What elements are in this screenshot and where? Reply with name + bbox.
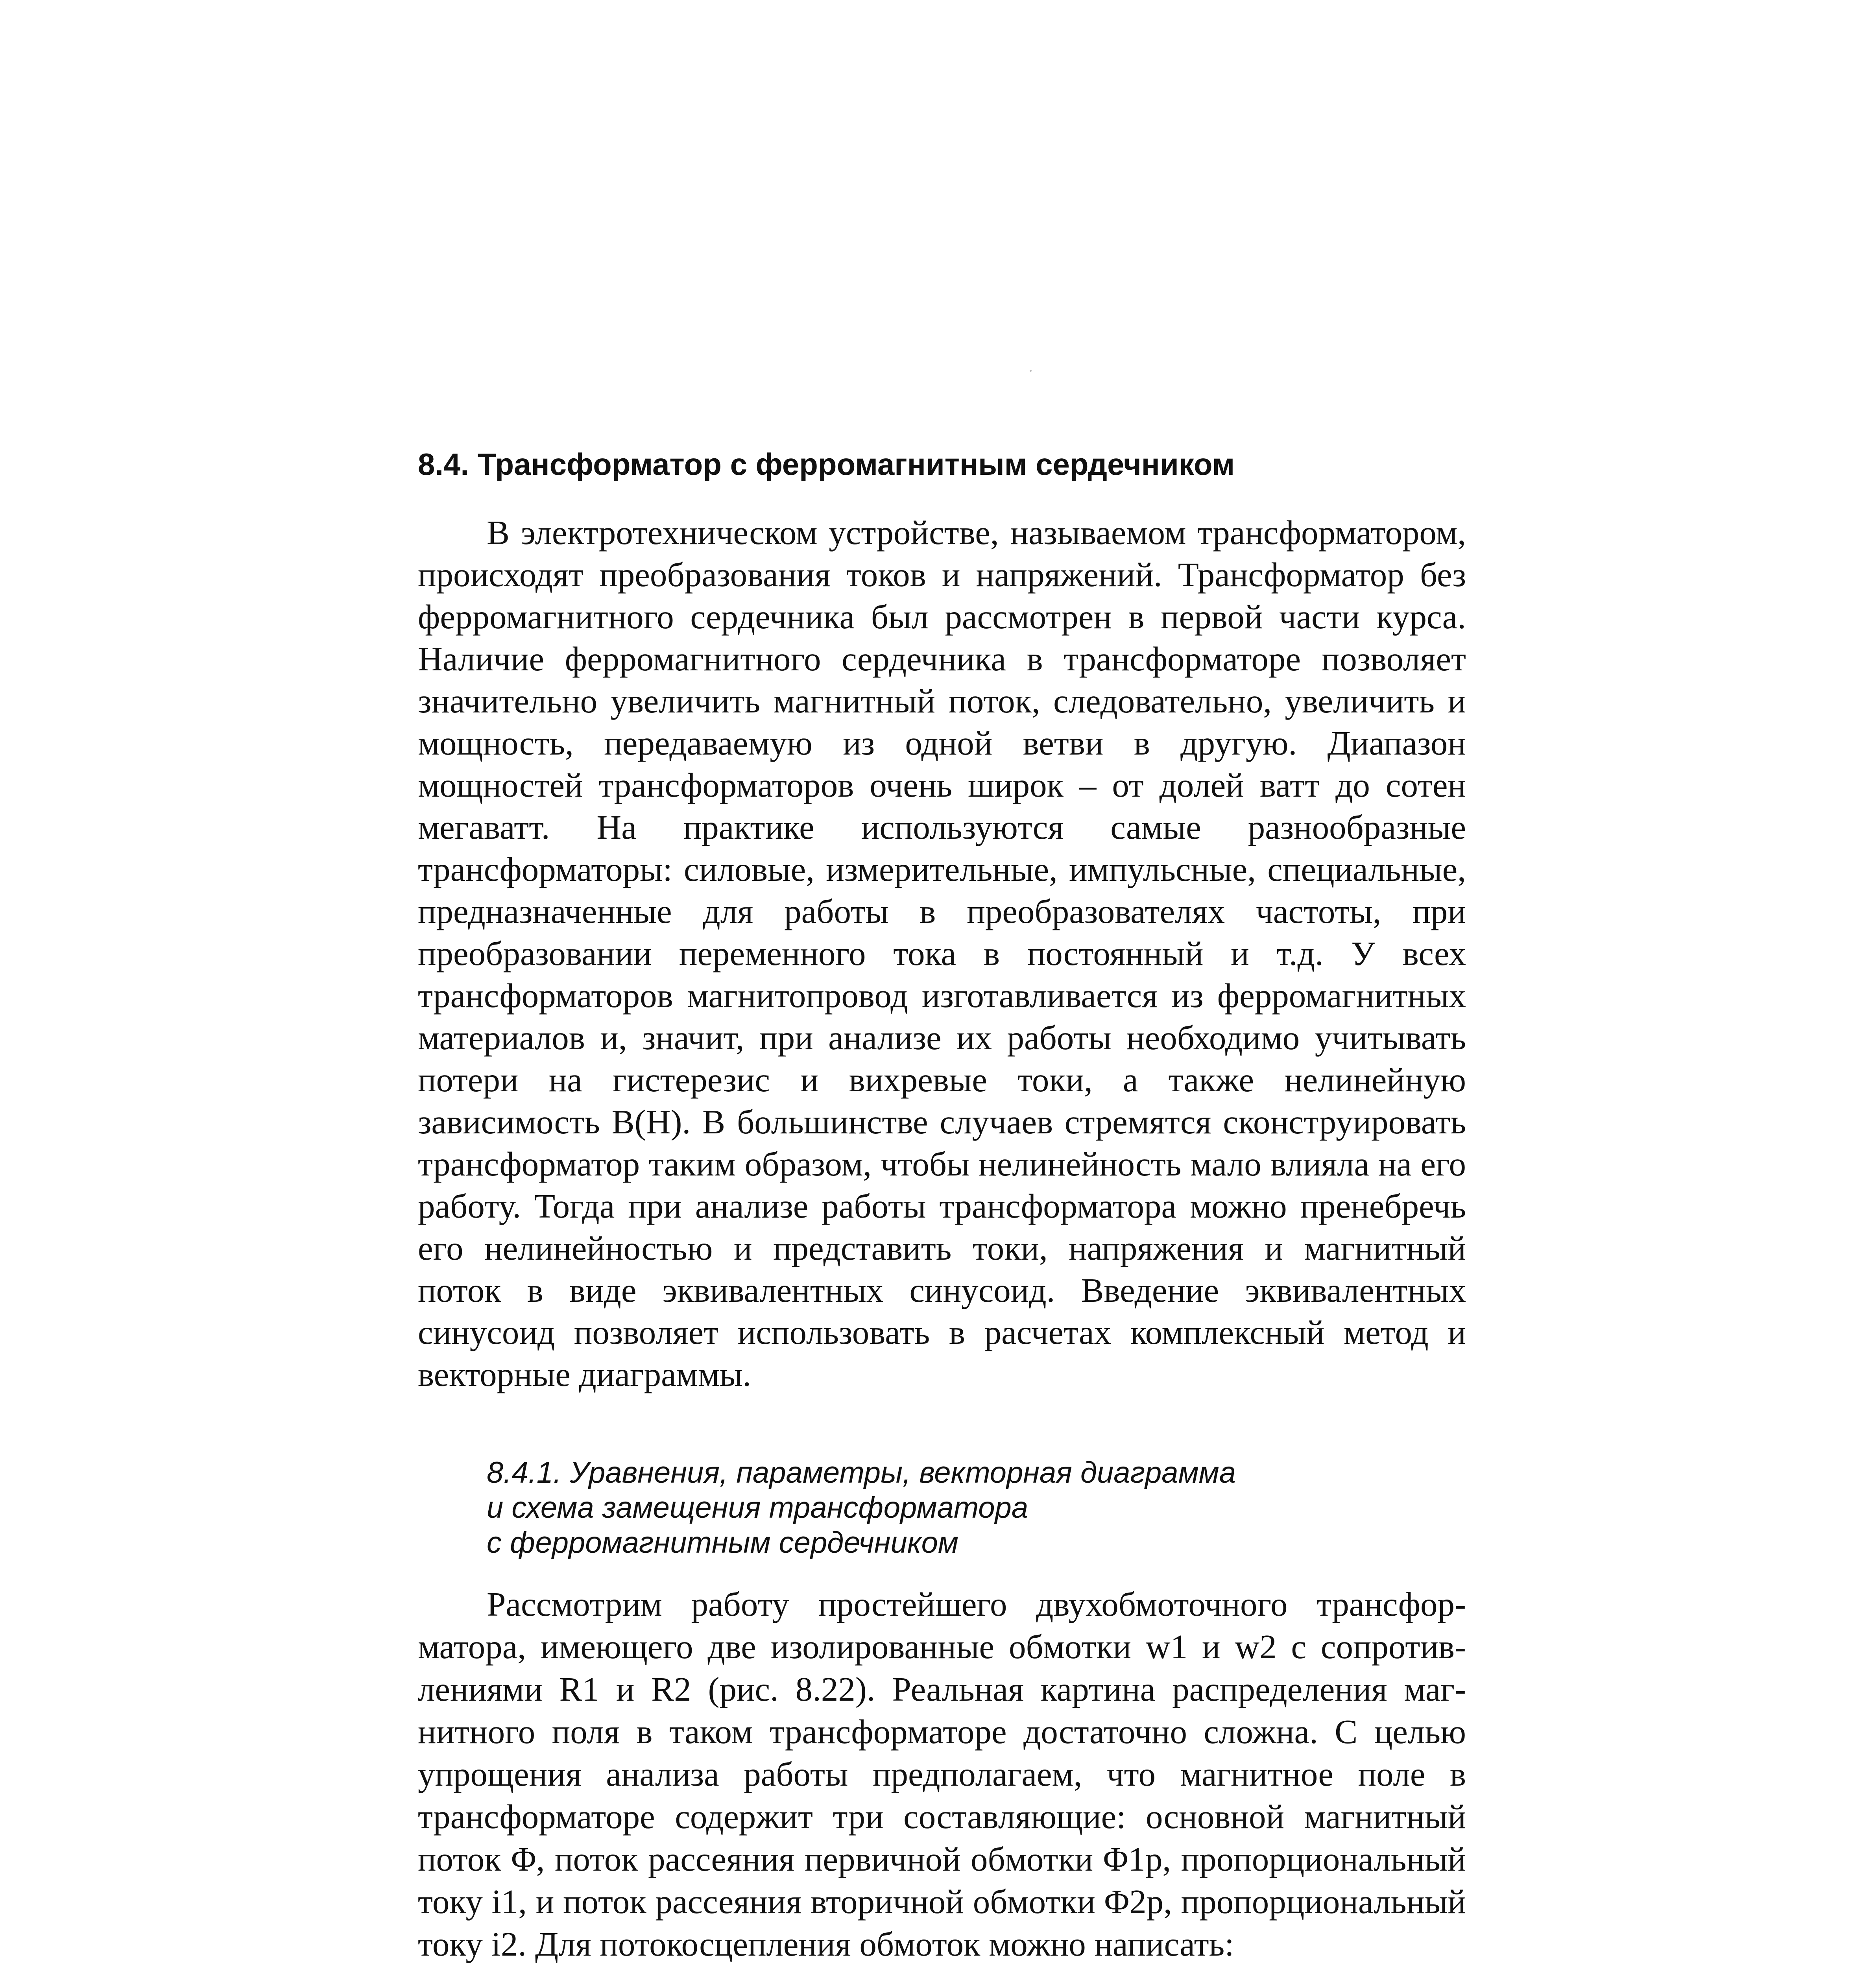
scan-speck (1030, 370, 1032, 372)
subsection-title-line: с ферромагнитным сердечником (487, 1526, 958, 1559)
subsection-title-line: 8.4.1. Уравнения, параметры, векторная диаграмма (487, 1456, 1236, 1489)
subsection-title-line: и схема замещения трансформатора (487, 1491, 1028, 1524)
section-paragraph: В электротехническом устройстве, называемом трансформатором, происходят преобразования токов и напряжений. Трансформатор без ферромагнитного сердечника был рассмотрен в первой части курса. Наличие ферромагнитного сердечника в трансформаторе позволяет значительно увеличить магнитный поток, следовательно, увеличить и мощность, передаваемую из одной ветви в другую. Диапазон мощностей трансформаторов очень широк – от долей ватт до сотен мегаватт. На практике используются самые разнообразные трансформаторы: силовые, измерительные, импульсные, специальные, предназначенные для работы в преобразователях частоты, при преобразовании переменного тока в постоянный и т.д. У всех трансформаторов магнитопровод изготавливается из ферромагнитных материалов и, значит, при анализе их работы необходимо учитывать потери на гистерезис и вихревые токи, а также нелинейную зависимость B(H). В большинстве случаев стремятся сконструировать трансформатор таким образом, чтобы нелинейность мало влияла на его работу. Тогда при анализе работы трансформатора можно пренебречь его нелинейностью и представить токи, напряжения и магнитный поток в виде эквивалентных синусоид. Введение эквивалентных синусоид позволяет использовать в расчетах комплексный метод и векторные диаграммы. (418, 513, 1466, 1393)
subsection-paragraph: Рассмотрим работу простейшего двухобмоточного трансформатора, имеющего две изолированные обмотки w1 и w2 с сопротивлениями R1 и R2 (рис. 8.22). Реальная картина распределения магнитного поля в таком трансформаторе достаточно сложна. С целью упрощения анализа работы предполагаем, что магнитное поле в трансформаторе содержит три составляющие: основной магнитный поток Φ, поток рассеяния первичной обмотки Φ1р, пропорциональный току i1, и поток рассеяния вторичной обмотки Φ2р, пропорциональный току i2. Для потокосцепления обмоток можно написать: (418, 1585, 1466, 1963)
book-page (418, 445, 1466, 1967)
section-title: 8.4. Трансформатор с ферромагнитным сердечником (418, 447, 1235, 482)
subsection-title (487, 1455, 1466, 1560)
